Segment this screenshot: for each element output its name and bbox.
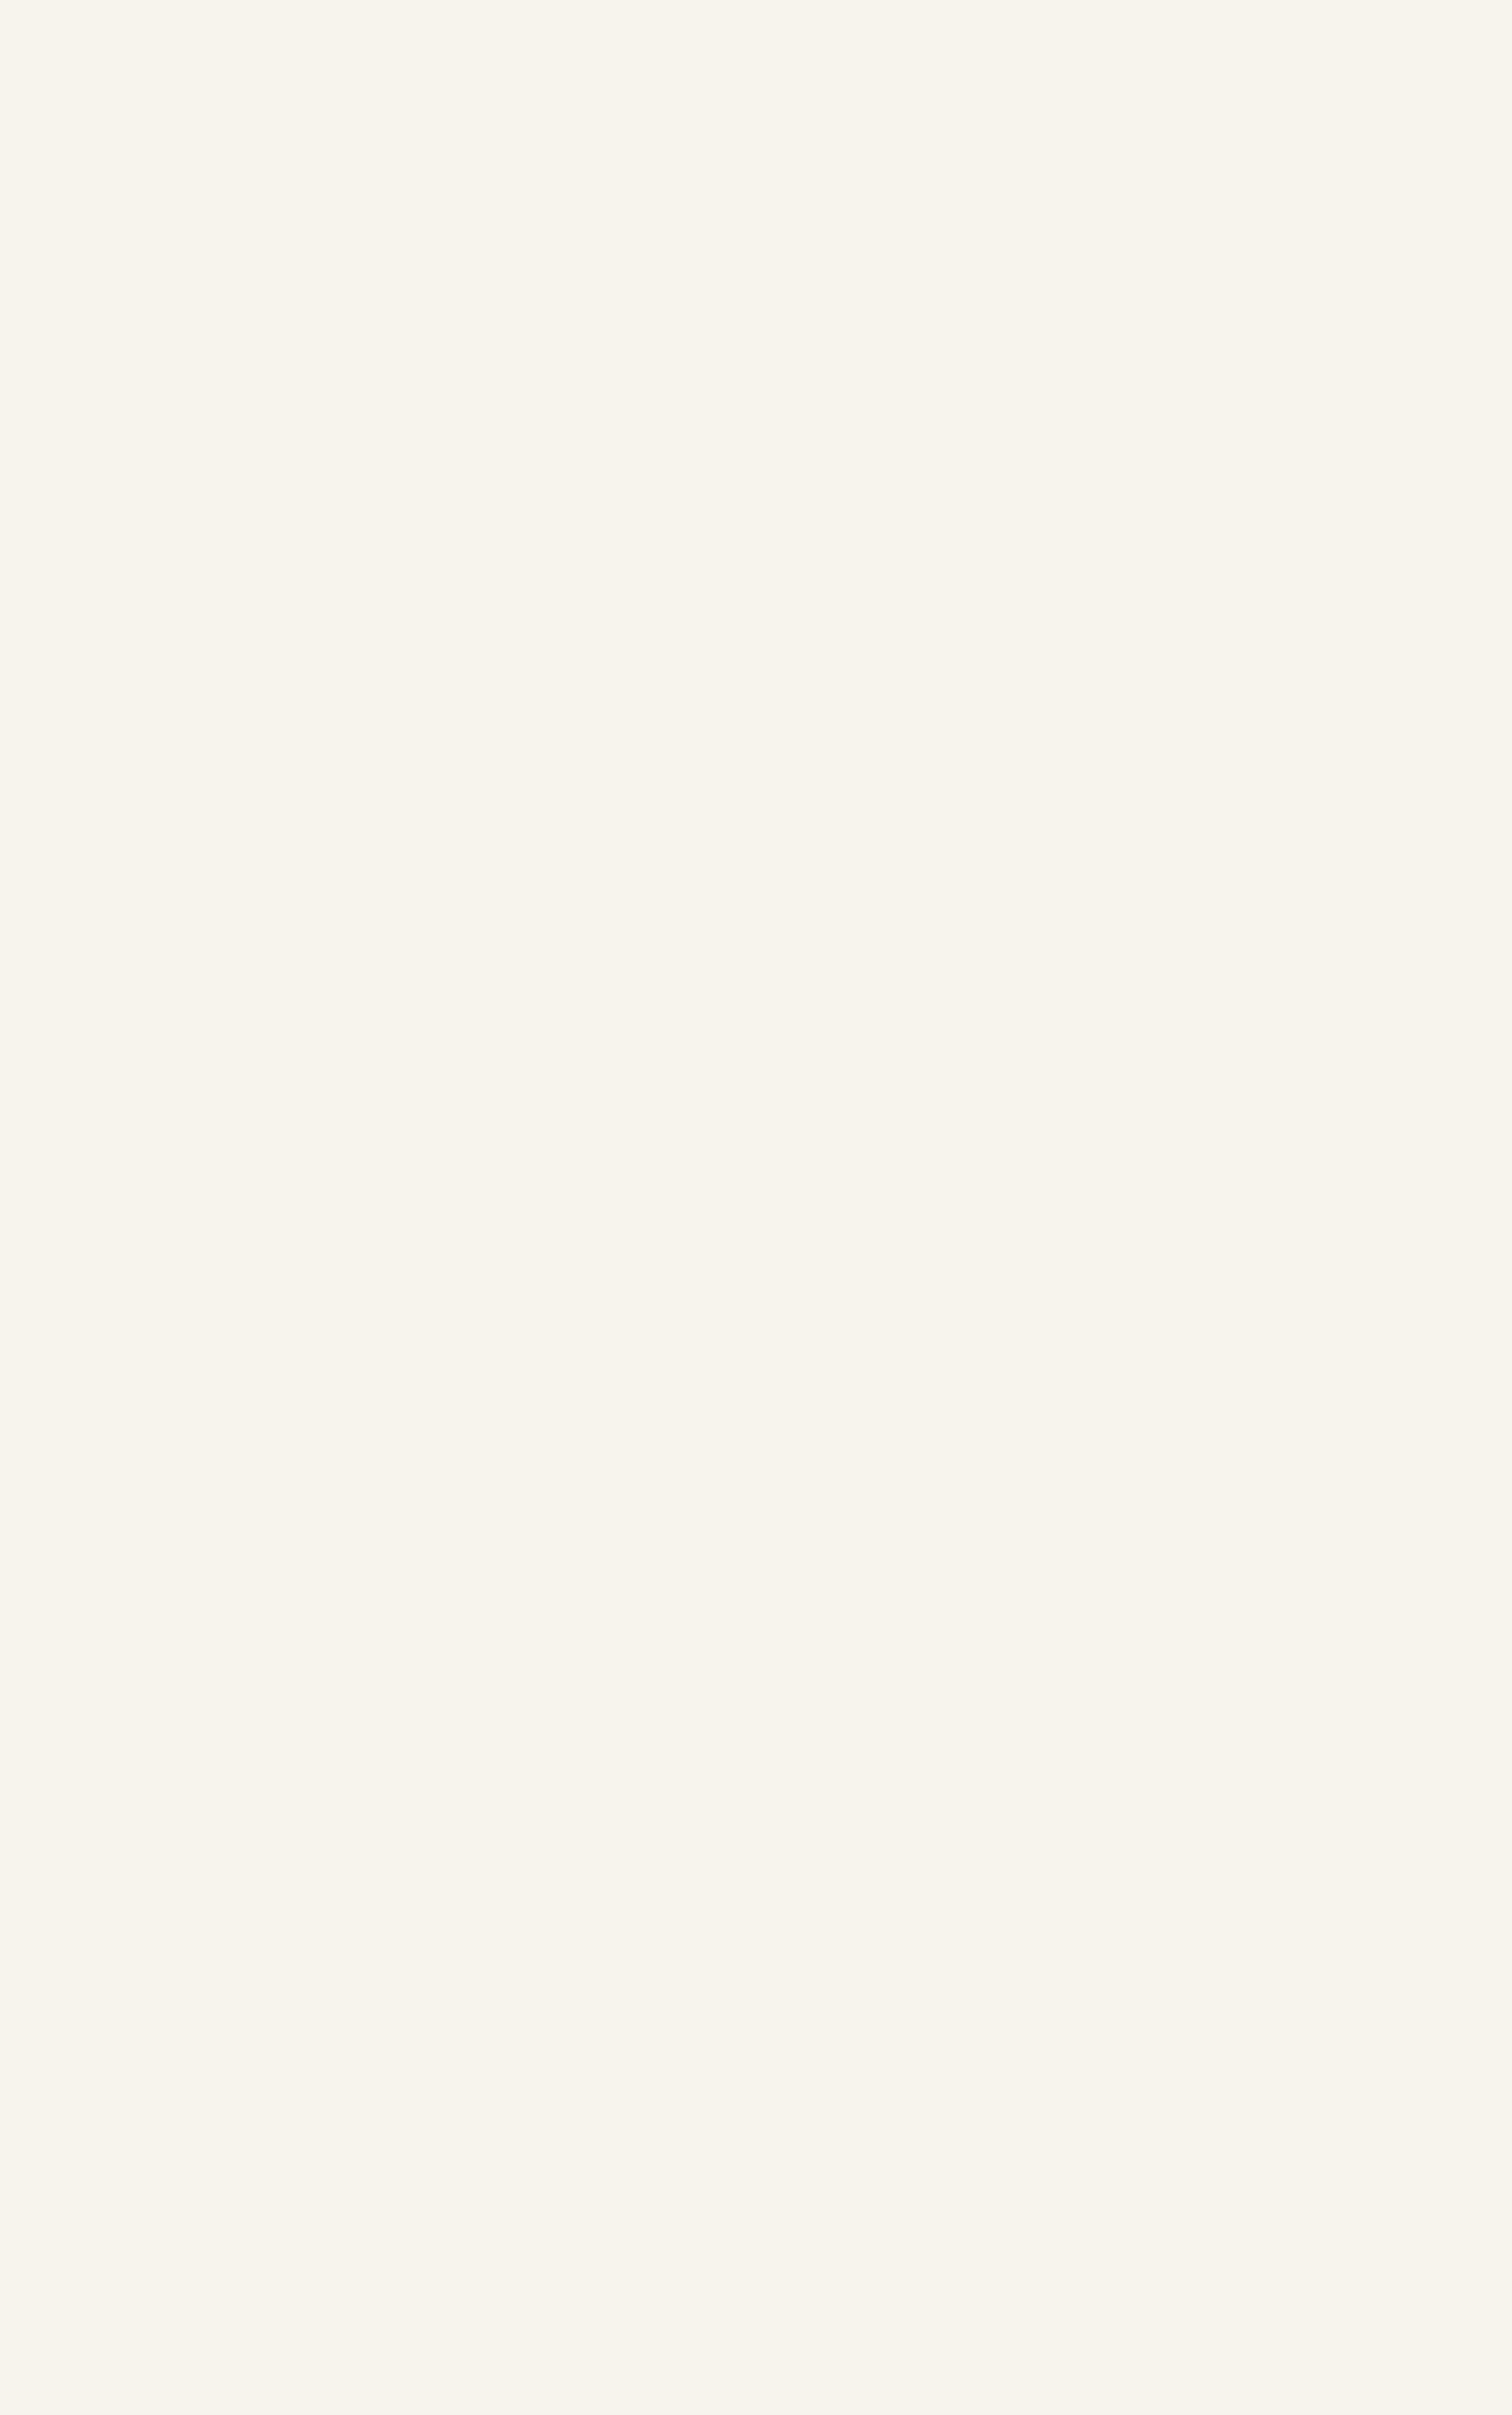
rotated-table-block [169, 165, 1339, 2299]
